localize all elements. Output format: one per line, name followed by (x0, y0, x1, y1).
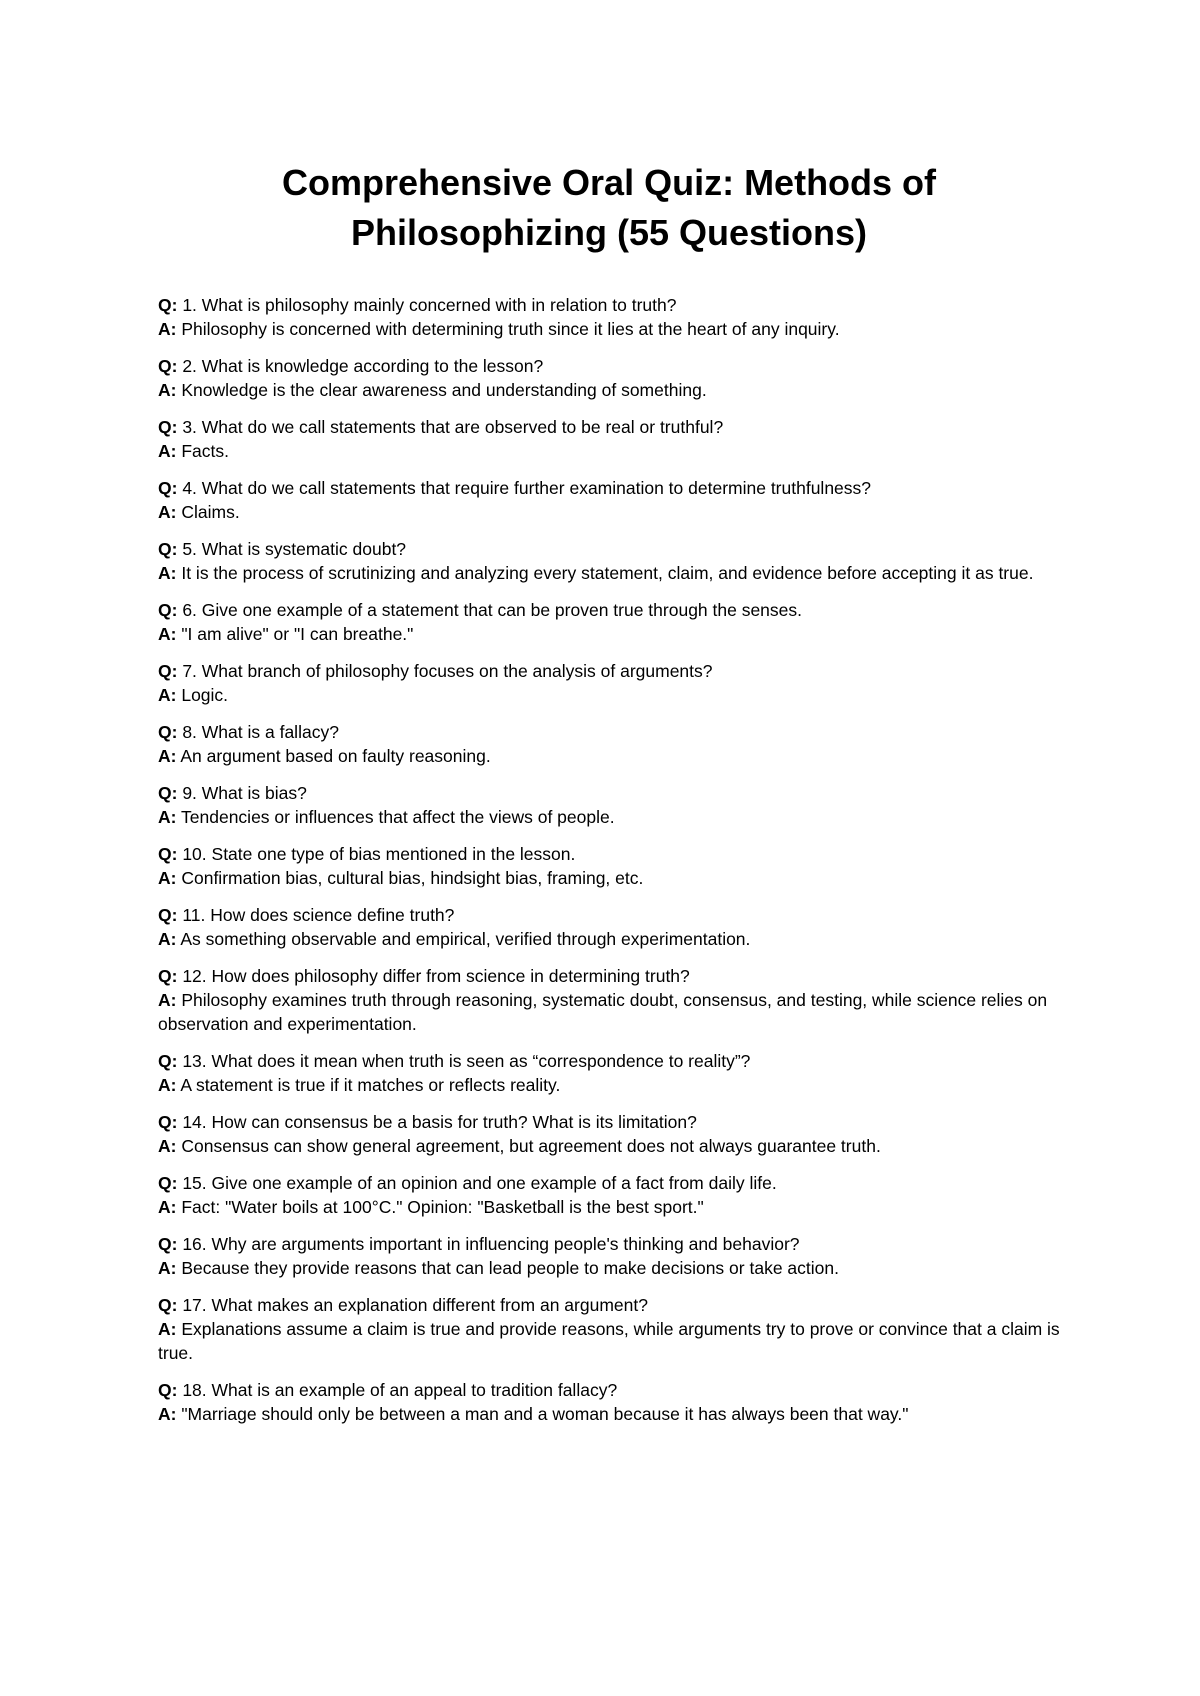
answer-text: Facts. (181, 441, 229, 461)
question-label: Q: (158, 1051, 178, 1071)
qa-item (158, 1110, 1060, 1158)
qa-item (158, 842, 1060, 890)
answer-line (158, 500, 1060, 524)
answer-line (158, 1134, 1060, 1158)
qa-item (158, 354, 1060, 402)
qa-item (158, 598, 1060, 646)
answer-line (158, 1195, 1060, 1219)
qa-item (158, 1378, 1060, 1426)
question-line (158, 1378, 1060, 1402)
answer-text: Knowledge is the clear awareness and understanding of something. (181, 380, 707, 400)
answer-text: "I am alive" or "I can breathe." (181, 624, 414, 644)
qa-item (158, 1293, 1060, 1365)
question-label: Q: (158, 1380, 178, 1400)
answer-line (158, 927, 1060, 951)
answer-label: A: (158, 807, 177, 827)
question-label: Q: (158, 966, 178, 986)
question-line (158, 354, 1060, 378)
question-text: 16. Why are arguments important in influencing people's thinking and behavior? (182, 1234, 800, 1254)
answer-label: A: (158, 685, 177, 705)
answer-text: Philosophy examines truth through reasoning, systematic doubt, consensus, and testing, while science relies on observation and experimentation. (158, 990, 1048, 1034)
question-text: 13. What does it mean when truth is seen as “correspondence to reality”? (182, 1051, 751, 1071)
question-line (158, 1293, 1060, 1317)
answer-line (158, 866, 1060, 890)
answer-label: A: (158, 929, 177, 949)
question-line (158, 781, 1060, 805)
qa-item (158, 964, 1060, 1036)
answer-text: Philosophy is concerned with determining truth since it lies at the heart of any inquiry. (181, 319, 840, 339)
answer-line (158, 622, 1060, 646)
question-text: 9. What is bias? (182, 783, 307, 803)
question-text: 12. How does philosophy differ from science in determining truth? (182, 966, 690, 986)
question-label: Q: (158, 600, 178, 620)
qa-item (158, 293, 1060, 341)
answer-line (158, 439, 1060, 463)
answer-text: Confirmation bias, cultural bias, hindsight bias, framing, etc. (181, 868, 644, 888)
answer-label: A: (158, 441, 177, 461)
question-text: 10. State one type of bias mentioned in the lesson. (182, 844, 576, 864)
qa-item (158, 476, 1060, 524)
answer-text: Consensus can show general agreement, but agreement does not always guarantee truth. (181, 1136, 881, 1156)
question-line (158, 1110, 1060, 1134)
qa-item (158, 720, 1060, 768)
answer-text: An argument based on faulty reasoning. (180, 746, 491, 766)
answer-text: Because they provide reasons that can lead people to make decisions or take action. (181, 1258, 839, 1278)
question-label: Q: (158, 539, 178, 559)
title-line-1: Comprehensive Oral Quiz: Methods of (281, 162, 937, 203)
answer-line (158, 988, 1060, 1036)
question-text: 6. Give one example of a statement that can be proven true through the senses. (182, 600, 803, 620)
answer-label: A: (158, 563, 177, 583)
answer-label: A: (158, 1197, 177, 1217)
question-text: 1. What is philosophy mainly concerned with in relation to truth? (182, 295, 677, 315)
qa-item (158, 781, 1060, 829)
answer-label: A: (158, 1258, 177, 1278)
question-text: 7. What branch of philosophy focuses on the analysis of arguments? (182, 661, 713, 681)
question-text: 18. What is an example of an appeal to tradition fallacy? (182, 1380, 618, 1400)
answer-label: A: (158, 380, 177, 400)
question-line (158, 1049, 1060, 1073)
answer-text: A statement is true if it matches or reflects reality. (180, 1075, 561, 1095)
answer-text: Explanations assume a claim is true and provide reasons, while arguments try to prove or convince that a claim is true. (158, 1319, 1060, 1363)
answer-label: A: (158, 1075, 177, 1095)
answer-line (158, 317, 1060, 341)
question-label: Q: (158, 1295, 178, 1315)
answer-line (158, 1317, 1060, 1365)
answer-text: As something observable and empirical, verified through experimentation. (180, 929, 751, 949)
answer-line (158, 378, 1060, 402)
qa-item (158, 415, 1060, 463)
question-line (158, 1171, 1060, 1195)
qa-item (158, 659, 1060, 707)
question-line (158, 598, 1060, 622)
title-line-2: Philosophizing (55 Questions) (350, 212, 868, 253)
answer-line (158, 744, 1060, 768)
answer-label: A: (158, 746, 177, 766)
qa-item (158, 1232, 1060, 1280)
qa-item (158, 1049, 1060, 1097)
answer-label: A: (158, 868, 177, 888)
question-label: Q: (158, 356, 178, 376)
question-line (158, 476, 1060, 500)
answer-text: Logic. (181, 685, 229, 705)
question-line (158, 842, 1060, 866)
question-line (158, 720, 1060, 744)
answer-line (158, 683, 1060, 707)
answer-text: It is the process of scrutinizing and analyzing every statement, claim, and evidence before accepting it as true. (181, 563, 1034, 583)
answer-label: A: (158, 502, 177, 522)
qa-item (158, 537, 1060, 585)
question-line (158, 964, 1060, 988)
question-text: 15. Give one example of an opinion and one example of a fact from daily life. (182, 1173, 777, 1193)
answer-label: A: (158, 319, 177, 339)
page-title (158, 158, 1060, 258)
question-text: 14. How can consensus be a basis for truth? What is its limitation? (182, 1112, 697, 1132)
question-label: Q: (158, 905, 178, 925)
question-line (158, 1232, 1060, 1256)
answer-line (158, 805, 1060, 829)
answer-text: "Marriage should only be between a man and a woman because it has always been that way." (181, 1404, 909, 1424)
answer-line (158, 1073, 1060, 1097)
qa-item (158, 903, 1060, 951)
question-label: Q: (158, 1112, 178, 1132)
question-line (158, 659, 1060, 683)
question-text: 3. What do we call statements that are observed to be real or truthful? (182, 417, 724, 437)
question-text: 4. What do we call statements that require further examination to determine truthfulness? (182, 478, 872, 498)
question-text: 5. What is systematic doubt? (182, 539, 407, 559)
question-label: Q: (158, 478, 178, 498)
answer-label: A: (158, 624, 177, 644)
answer-text: Claims. (181, 502, 240, 522)
question-label: Q: (158, 844, 178, 864)
answer-text: Fact: "Water boils at 100°C." Opinion: "Basketball is the best sport." (181, 1197, 704, 1217)
question-text: 17. What makes an explanation different from an argument? (182, 1295, 648, 1315)
question-line (158, 415, 1060, 439)
question-label: Q: (158, 1173, 178, 1193)
question-label: Q: (158, 1234, 178, 1254)
answer-label: A: (158, 1136, 177, 1156)
answer-label: A: (158, 1319, 177, 1339)
question-label: Q: (158, 783, 178, 803)
answer-line (158, 1402, 1060, 1426)
answer-text: Tendencies or influences that affect the views of people. (181, 807, 615, 827)
question-text: 8. What is a fallacy? (182, 722, 339, 742)
answer-line (158, 561, 1060, 585)
qa-list (158, 293, 1060, 1426)
question-line (158, 293, 1060, 317)
answer-line (158, 1256, 1060, 1280)
answer-label: A: (158, 1404, 177, 1424)
question-line (158, 537, 1060, 561)
question-label: Q: (158, 722, 178, 742)
qa-item (158, 1171, 1060, 1219)
question-line (158, 903, 1060, 927)
question-text: 2. What is knowledge according to the lesson? (182, 356, 544, 376)
question-label: Q: (158, 661, 178, 681)
question-label: Q: (158, 295, 178, 315)
question-label: Q: (158, 417, 178, 437)
answer-label: A: (158, 990, 177, 1010)
question-text: 11. How does science define truth? (182, 905, 455, 925)
